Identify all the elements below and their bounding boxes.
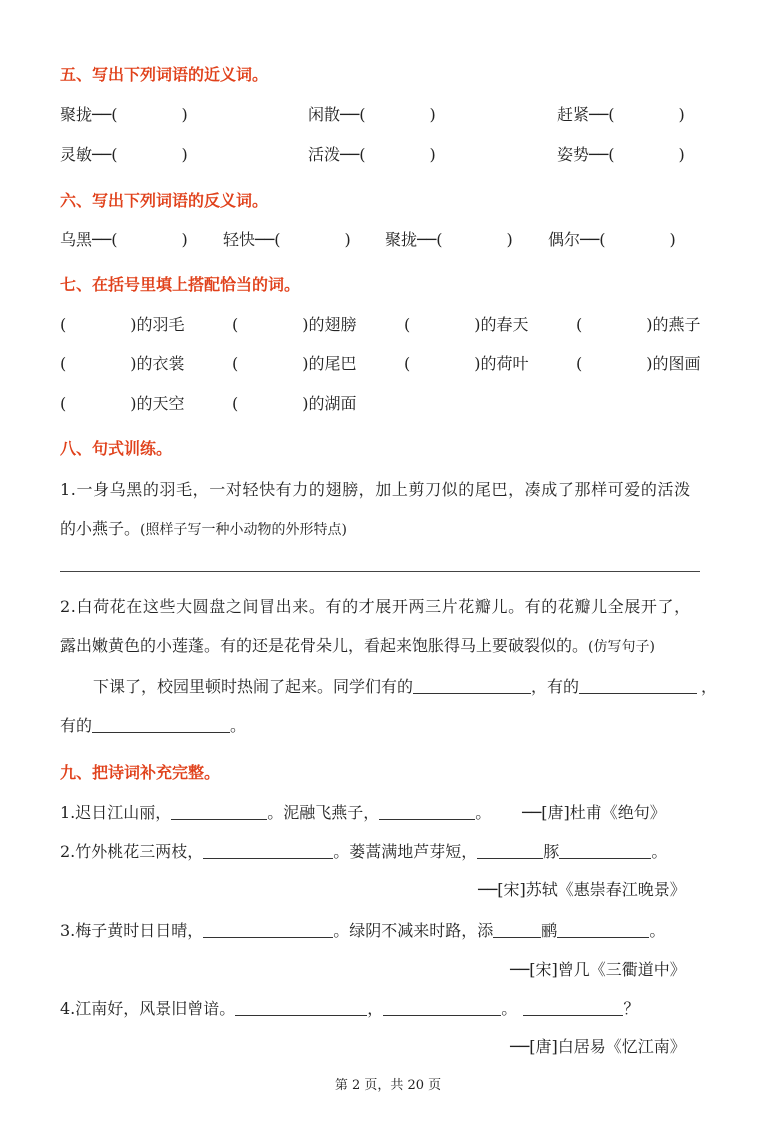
fill-blank[interactable] bbox=[235, 999, 367, 1016]
fill-blank[interactable] bbox=[477, 842, 543, 859]
synonym-item: 聚拢──( ) bbox=[60, 105, 188, 124]
section-5-title: 五、写出下列词语的近义词。 bbox=[60, 65, 269, 84]
antonym-item: 乌黑──( ) bbox=[60, 230, 188, 249]
fill-blank[interactable] bbox=[379, 803, 475, 820]
antonym-item: 轻快──( ) bbox=[223, 230, 351, 249]
sentence-q1-note: (照样子写一种小动物的外形特点) bbox=[140, 522, 347, 538]
collocation-item: ( )的羽毛 bbox=[60, 315, 185, 334]
fill-blank[interactable] bbox=[92, 716, 230, 733]
poem-3-source: ──[宋]曾几《三衢道中》 bbox=[510, 960, 686, 979]
collocation-item: ( )的湖面 bbox=[232, 394, 357, 413]
fill-blank[interactable] bbox=[171, 803, 267, 820]
collocation-item: ( )的图画 bbox=[576, 354, 701, 373]
fill-blank[interactable] bbox=[493, 921, 541, 938]
antonym-item: 聚拢──( ) bbox=[385, 230, 513, 249]
poem-1-source: ──[唐]杜甫《绝句》 bbox=[522, 803, 666, 822]
poem-4-source: ──[唐]白居易《忆江南》 bbox=[510, 1037, 686, 1056]
sentence-q2-note: (仿写句子) bbox=[588, 639, 655, 655]
collocation-item: ( )的天空 bbox=[60, 394, 185, 413]
section-9-title: 九、把诗词补充完整。 bbox=[60, 763, 221, 782]
fill-blank[interactable] bbox=[413, 677, 531, 694]
collocation-item: ( )的燕子 bbox=[576, 315, 701, 334]
sentence-q2-line2 bbox=[60, 633, 655, 656]
collocation-item: ( )的翅膀 bbox=[232, 315, 357, 334]
sentence-q1-line2 bbox=[60, 516, 347, 539]
fill-blank[interactable] bbox=[523, 999, 623, 1016]
answer-line[interactable] bbox=[60, 571, 700, 572]
synonym-item: 闲散──( ) bbox=[308, 105, 436, 124]
poem-2-source: ──[宋]苏轼《惠崇春江晚景》 bbox=[478, 880, 686, 899]
poem-1-line: 1.迟日江山丽， 。泥融飞燕子， 。 bbox=[60, 803, 492, 822]
sentence-q2-fill-line: 下课了，校园里顿时热闹了起来。同学们有的 ，有的 ， bbox=[93, 677, 718, 696]
fill-blank[interactable] bbox=[203, 921, 333, 938]
collocation-item: ( )的衣裳 bbox=[60, 354, 185, 373]
poem-2-line: 2.竹外桃花三两枝， 。蒌蒿满地芦芽短， 豚 。 bbox=[60, 842, 668, 861]
poem-4-line: 4.江南好，风景旧曾谙。 ， 。 ？ bbox=[60, 999, 640, 1018]
fill-blank[interactable] bbox=[557, 921, 649, 938]
fill-blank[interactable] bbox=[203, 842, 333, 859]
section-7-title: 七、在括号里填上搭配恰当的词。 bbox=[60, 275, 301, 294]
synonym-item: 活泼──( ) bbox=[308, 145, 436, 164]
synonym-item: 赶紧──( ) bbox=[557, 105, 685, 124]
sentence-q1-line1: 1.一身乌黑的羽毛，一对轻快有力的翅膀，加上剪刀似的尾巴，凑成了那样可爱的活泼 bbox=[60, 480, 691, 499]
section-8-title: 八、句式训练。 bbox=[60, 439, 173, 458]
collocation-item: ( )的尾巴 bbox=[232, 354, 357, 373]
sentence-q2-fill-line2: 有的 。 bbox=[60, 716, 247, 735]
sentence-q1-text: 的小燕子。 bbox=[60, 519, 141, 538]
sentence-q2-line1: 2.白荷花在这些大圆盘之间冒出来。有的才展开两三片花瓣儿。有的花瓣儿全展开了， bbox=[60, 597, 691, 616]
synonym-item: 灵敏──( ) bbox=[60, 145, 188, 164]
page-number: 第 2 页，共 20 页 bbox=[334, 1078, 442, 1093]
antonym-item: 偶尔──( ) bbox=[548, 230, 676, 249]
fill-blank[interactable] bbox=[559, 842, 651, 859]
collocation-item: ( )的春天 bbox=[404, 315, 529, 334]
collocation-item: ( )的荷叶 bbox=[404, 354, 529, 373]
sentence-q2-text: 露出嫩黄色的小莲蓬。有的还是花骨朵儿，看起来饱胀得马上要破裂似的。 bbox=[60, 636, 589, 655]
section-6-title: 六、写出下列词语的反义词。 bbox=[60, 191, 269, 210]
fill-blank[interactable] bbox=[579, 677, 697, 694]
synonym-item: 姿势──( ) bbox=[557, 145, 685, 164]
poem-3-line: 3.梅子黄时日日晴， 。绿阴不减来时路，添 鹂 。 bbox=[60, 921, 666, 940]
fill-blank[interactable] bbox=[383, 999, 501, 1016]
